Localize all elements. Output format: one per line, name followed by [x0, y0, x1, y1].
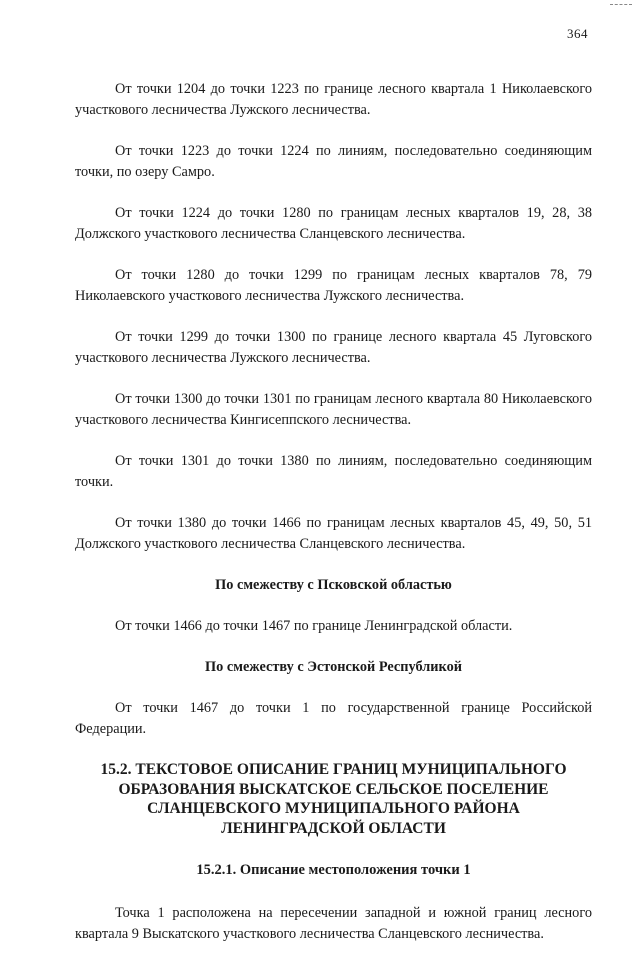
section-title-line-1: 15.2. ТЕКСТОВОЕ ОПИСАНИЕ ГРАНИЦ МУНИЦИПАЛЬНОГО	[100, 761, 567, 778]
point-1-description: Точка 1 расположена на пересечении западной и южной границ лесного квартала 9 Выскатского участкового лесничества Сланцевского лесничества.	[75, 905, 596, 942]
pskov-heading: По смежеству с Псковской областью	[215, 577, 452, 593]
subsection-title: 15.2.1. Описание местоположения точки 1	[196, 862, 471, 878]
paragraph-1380-1466: От точки 1380 до точки 1466 по границам лесных кварталов 45, 49, 50, 51 Должского участкового лесничества Сланцевского лесничества.	[75, 515, 596, 552]
paragraph-1223-1224: От точки 1223 до точки 1224 по линиям, последовательно соединяющим точки, по озеру Самро.	[75, 143, 596, 180]
document-body	[75, 79, 596, 965]
section-title-line-4: ЛЕНИНГРАДСКОЙ ОБЛАСТИ	[221, 819, 446, 837]
estonia-heading: По смежеству с Эстонской Республикой	[205, 659, 462, 675]
paragraph-1301-1380: От точки 1301 до точки 1380 по линиям, последовательно соединяющим точки.	[75, 453, 596, 490]
paragraph-1204-1223: От точки 1204 до точки 1223 по границе лесного квартала 1 Николаевского участкового лесничества Лужского лесничества.	[75, 81, 596, 118]
section-title-line-3: СЛАНЦЕВСКОГО МУНИЦИПАЛЬНОГО РАЙОНА	[147, 800, 520, 817]
scan-corner-mark	[610, 4, 632, 5]
paragraph-1280-1299: От точки 1280 до точки 1299 по границам лесных кварталов 78, 79 Николаевского участкового лесничества Лужского лесничества.	[75, 267, 596, 304]
page-number: 364	[567, 26, 588, 41]
paragraph-1224-1280: От точки 1224 до точки 1280 по границам лесных кварталов 19, 28, 38 Должского участкового лесничества Сланцевского лесничества.	[75, 205, 596, 242]
paragraph-1299-1300: От точки 1299 до точки 1300 по границе лесного квартала 45 Луговского участкового лесничества Лужского лесничества.	[75, 329, 596, 366]
section-title	[75, 760, 592, 838]
paragraph-1300-1301: От точки 1300 до точки 1301 по границам лесного квартала 80 Николаевского участкового лесничества Кингисеппского лесничества.	[75, 391, 596, 428]
paragraph-1467-1: От точки 1467 до точки 1 по государственной границе Российской Федерации.	[75, 700, 596, 737]
paragraph-1466-1467: От точки 1466 до точки 1467 по границе Ленинградской области.	[115, 618, 513, 634]
section-title-line-2: ОБРАЗОВАНИЯ ВЫСКАТСКОЕ СЕЛЬСКОЕ ПОСЕЛЕНИЕ	[118, 780, 549, 798]
